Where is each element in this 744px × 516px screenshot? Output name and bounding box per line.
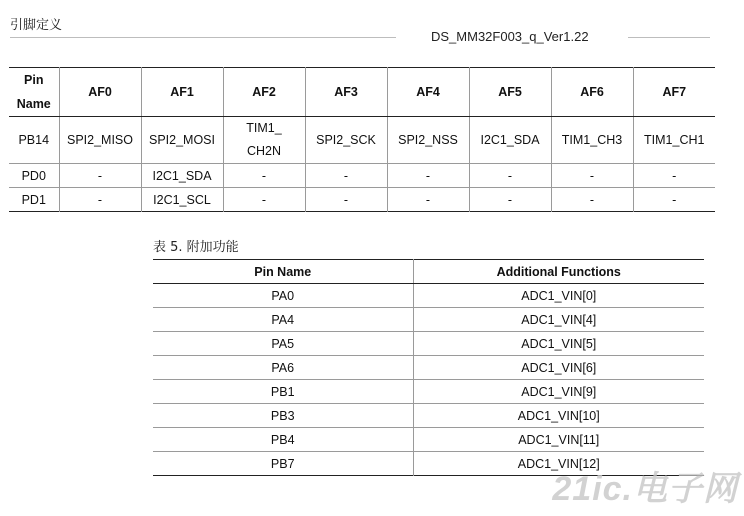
- table-cell: TIM1_CH1: [633, 117, 715, 164]
- table-cell: PB1: [153, 380, 413, 404]
- table-cell: ADC1_VIN[4]: [413, 308, 704, 332]
- table-cell: -: [551, 188, 633, 212]
- header-pin-name: Pin Name: [9, 68, 59, 117]
- table-cell: PB7: [153, 452, 413, 476]
- table-cell: SPI2_MOSI: [141, 117, 223, 164]
- table-cell: I2C1_SCL: [141, 188, 223, 212]
- table-cell: PD1: [9, 188, 59, 212]
- table-cell: SPI2_MISO: [59, 117, 141, 164]
- header-af6: AF6: [551, 68, 633, 117]
- table-cell: ADC1_VIN[6]: [413, 356, 704, 380]
- table-cell: -: [305, 164, 387, 188]
- table-cell: -: [469, 188, 551, 212]
- table-cell: -: [387, 164, 469, 188]
- header-af5: AF5: [469, 68, 551, 117]
- table-cell: PA0: [153, 284, 413, 308]
- header-pin-name: Pin Name: [153, 260, 413, 284]
- table-caption: 表 5. 附加功能: [153, 240, 239, 255]
- header-additional-functions: Additional Functions: [413, 260, 704, 284]
- additional-functions-table: [153, 259, 704, 476]
- table-cell: ADC1_VIN[12]: [413, 452, 704, 476]
- table-cell: TIM1_CH3: [551, 117, 633, 164]
- table-row: [9, 164, 715, 188]
- table-cell: -: [633, 164, 715, 188]
- table-cell: ADC1_VIN[9]: [413, 380, 704, 404]
- table-cell: ADC1_VIN[5]: [413, 332, 704, 356]
- table-cell: PB14: [9, 117, 59, 164]
- table-cell: PA5: [153, 332, 413, 356]
- table-row: [9, 188, 715, 212]
- header-doc-id: DS_MM32F003_q_Ver1.22: [431, 29, 589, 44]
- table-row: [153, 356, 704, 380]
- table-cell: -: [223, 188, 305, 212]
- header-af1: AF1: [141, 68, 223, 117]
- table-row: [153, 380, 704, 404]
- table-cell: -: [633, 188, 715, 212]
- alternate-function-table: [9, 67, 715, 212]
- table-cell: PB3: [153, 404, 413, 428]
- table-cell: ADC1_VIN[0]: [413, 284, 704, 308]
- table-row: [153, 404, 704, 428]
- header-rule-right: [628, 37, 710, 38]
- header-af3: AF3: [305, 68, 387, 117]
- table-cell: -: [305, 188, 387, 212]
- table-cell: ADC1_VIN[11]: [413, 428, 704, 452]
- table-cell: SPI2_NSS: [387, 117, 469, 164]
- table-cell: -: [469, 164, 551, 188]
- watermark-logo: 21ic.电子网: [552, 470, 738, 508]
- header-af2: AF2: [223, 68, 305, 117]
- header-af7: AF7: [633, 68, 715, 117]
- table-row: [153, 428, 704, 452]
- table-cell: -: [59, 188, 141, 212]
- table-cell: I2C1_SDA: [141, 164, 223, 188]
- header-section-title: 引脚定义: [10, 18, 63, 33]
- table-cell: I2C1_SDA: [469, 117, 551, 164]
- table-row: [153, 332, 704, 356]
- table-cell: PD0: [9, 164, 59, 188]
- table-cell: -: [223, 164, 305, 188]
- table-cell: PA6: [153, 356, 413, 380]
- table-cell: SPI2_SCK: [305, 117, 387, 164]
- header-rule-left: [10, 37, 396, 38]
- table-row: [153, 308, 704, 332]
- table-cell: -: [551, 164, 633, 188]
- header-af4: AF4: [387, 68, 469, 117]
- table-row: [9, 117, 715, 164]
- table-cell: ADC1_VIN[10]: [413, 404, 704, 428]
- table-cell: PA4: [153, 308, 413, 332]
- table-cell: PB4: [153, 428, 413, 452]
- table-cell: -: [59, 164, 141, 188]
- table-row: [153, 284, 704, 308]
- table-cell: TIM1_ CH2N: [223, 117, 305, 164]
- header-af0: AF0: [59, 68, 141, 117]
- table-cell: -: [387, 188, 469, 212]
